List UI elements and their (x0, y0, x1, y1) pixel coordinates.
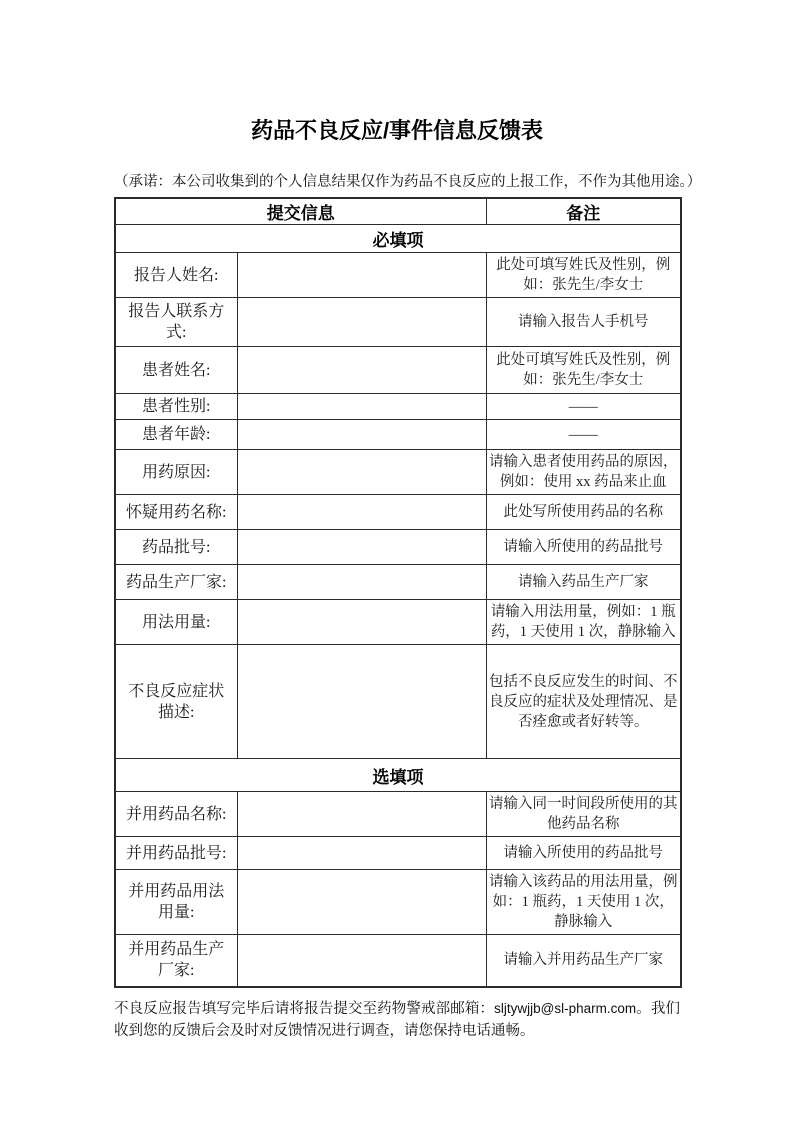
field-label: 并用药品生产厂家: (115, 935, 237, 987)
input-cell-dosage-usage[interactable] (237, 600, 486, 645)
table-row-patient-age (115, 420, 681, 450)
field-label: 报告人姓名: (115, 253, 237, 298)
table-row-concomitant-drug-dosage (115, 870, 681, 935)
input-cell-medication-reason[interactable] (237, 450, 486, 495)
field-label: 药品批号: (115, 530, 237, 565)
field-label: 怀疑用药名称: (115, 495, 237, 530)
table-row-dosage-usage (115, 600, 681, 645)
field-remark: 请输入患者使用药品的原因，例如：使用 xx 药品来止血 (486, 450, 681, 495)
table-row-suspected-drug-name (115, 495, 681, 530)
field-label: 不良反应症状描述: (115, 645, 237, 759)
input-cell-reporter-contact[interactable] (237, 298, 486, 347)
field-remark: 请输入药品生产厂家 (486, 565, 681, 600)
table-row-reporter-name (115, 253, 681, 298)
field-label: 患者性别: (115, 394, 237, 420)
input-cell-drug-batch-number[interactable] (237, 530, 486, 565)
instruction-text-before-email: 不良反应报告填写完毕后请将报告提交至药物警戒部邮箱： (114, 1000, 495, 1017)
table-row-concomitant-drug-manufacturer (115, 935, 681, 987)
input-cell-reporter-name[interactable] (237, 253, 486, 298)
input-cell-concomitant-drug-dosage[interactable] (237, 870, 486, 935)
field-remark: 此处可填写姓氏及性别，例如：张先生/李女士 (486, 347, 681, 394)
field-remark: 请输入所使用的药品批号 (486, 837, 681, 870)
section-header-optional: 选填项 (115, 759, 681, 792)
field-remark: 请输入报告人手机号 (486, 298, 681, 347)
field-label: 用法用量: (115, 600, 237, 645)
field-remark: 请输入所使用的药品批号 (486, 530, 681, 565)
table-row-medication-reason (115, 450, 681, 495)
document-page (114, 0, 702, 1042)
input-cell-patient-age[interactable] (237, 420, 486, 450)
column-header-remark: 备注 (486, 198, 681, 225)
input-cell-suspected-drug-name[interactable] (237, 495, 486, 530)
field-label: 并用药品用法用量: (115, 870, 237, 935)
input-cell-patient-gender[interactable] (237, 394, 486, 420)
input-cell-adverse-reaction-description[interactable] (237, 645, 486, 759)
field-label: 报告人联系方式: (115, 298, 237, 347)
feedback-form-table (114, 197, 682, 988)
input-cell-concomitant-drug-batch[interactable] (237, 837, 486, 870)
input-cell-concomitant-drug-manufacturer[interactable] (237, 935, 486, 987)
field-remark: 此处写所使用药品的名称 (486, 495, 681, 530)
column-header-submit-info: 提交信息 (115, 198, 486, 225)
field-remark: 请输入该药品的用法用量，例如：1 瓶药，1 天使用 1 次，静脉输入 (486, 870, 681, 935)
table-row-concomitant-drug-batch (115, 837, 681, 870)
table-row-concomitant-drug-name (115, 792, 681, 837)
field-remark: 请输入并用药品生产厂家 (486, 935, 681, 987)
table-row-patient-gender (115, 394, 681, 420)
field-remark: —— (486, 394, 681, 420)
section-header-required: 必填项 (115, 225, 681, 253)
section-row-required (115, 225, 681, 253)
field-label: 用药原因: (115, 450, 237, 495)
input-cell-drug-manufacturer[interactable] (237, 565, 486, 600)
instruction-text-after-email: 。我们收到您的反馈后会及时对反馈情况进行调查，请您保持电话通畅。 (114, 1000, 681, 1039)
privacy-notice: （承诺：本公司收集到的个人信息结果仅作为药品不良反应的上报工作，不作为其他用途。） (114, 174, 702, 190)
email-address: sljtywjjb@sl-pharm.com (494, 1000, 637, 1016)
table-row-reporter-contact (115, 298, 681, 347)
form-title: 药品不良反应/事件信息反馈表 (250, 118, 544, 143)
table-row-drug-manufacturer (115, 565, 681, 600)
field-label: 患者姓名: (115, 347, 237, 394)
submission-instructions (114, 998, 680, 1042)
table-row-patient-name (115, 347, 681, 394)
field-remark: 请输入同一时间段所使用的其他药品名称 (486, 792, 681, 837)
field-remark: 请输入用法用量，例如：1 瓶药，1 天使用 1 次，静脉输入 (486, 600, 681, 645)
field-label: 药品生产厂家: (115, 565, 237, 600)
field-label: 并用药品名称: (115, 792, 237, 837)
field-remark: 包括不良反应发生的时间、不良反应的症状及处理情况、是否痊愈或者好转等。 (486, 645, 681, 759)
table-row-drug-batch-number (115, 530, 681, 565)
input-cell-concomitant-drug-name[interactable] (237, 792, 486, 837)
table-row-adverse-reaction-description (115, 645, 681, 759)
input-cell-patient-name[interactable] (237, 347, 486, 394)
field-label: 患者年龄: (115, 420, 237, 450)
section-row-optional (115, 759, 681, 792)
field-label: 并用药品批号: (115, 837, 237, 870)
field-remark: 此处可填写姓氏及性别，例如：张先生/李女士 (486, 253, 681, 298)
field-remark: —— (486, 420, 681, 450)
table-header-row (115, 198, 681, 225)
